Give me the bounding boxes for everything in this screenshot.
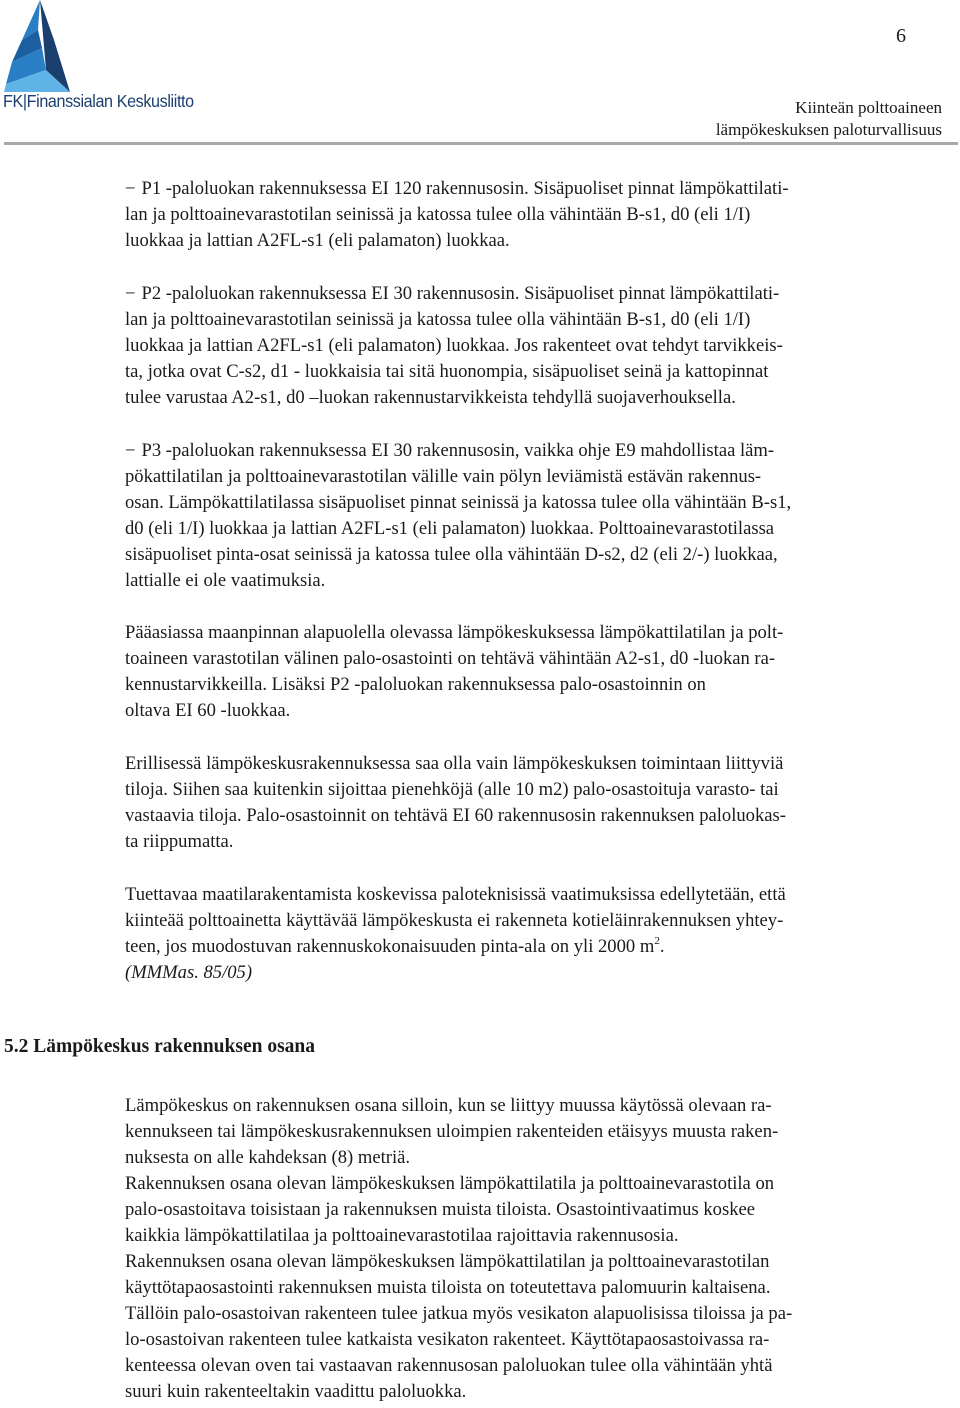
paragraph-line: ta riippumatta.: [125, 831, 234, 852]
paragraph-line: tulee varustaa A2-s1, d0 –luokan rakennustarvikkeista tehdyllä suojaverhouksella.: [125, 387, 736, 408]
paragraph-line: Rakennuksen osana olevan lämpökeskuksen lämpökattilatila ja polttoainevarastotila on: [125, 1173, 775, 1194]
paragraph-line: lo-osastoivan rakenteen tulee katkaista vesikaton rakenteet. Käyttötapaosastoivassa ra-: [125, 1329, 770, 1350]
paragraph-line: lattialle ei ole vaatimuksia.: [125, 570, 326, 591]
page-number: 6: [896, 25, 906, 47]
separate-building-paragraph: [125, 751, 935, 855]
bullet-text: P1 -paloluokan rakennuksessa EI 120 rakennusosin. Sisäpuoliset pinnat lämpökattilati-: [141, 178, 789, 199]
header-title-line: Kiinteän polttoaineen: [795, 98, 942, 117]
fk-logo: [0, 0, 194, 118]
bullet-p2-paragraph: [125, 281, 935, 411]
paragraph-line: Pääasiassa maanpinnan alapuolella olevassa lämpökeskuksessa lämpökattilatilan ja polt-: [125, 622, 784, 643]
farm-last-text: teen, jos muodostuvan rakennuskokonaisuuden pinta-ala on yli 2000 m: [125, 936, 655, 957]
paragraph-line: Rakennuksen osana olevan lämpökeskuksen lämpökattilatilan ja polttoainevarastotilan: [125, 1251, 770, 1272]
paragraph-line: kennustarvikkeilla. Lisäksi P2 -paloluokan rakennuksessa palo-osastoinnin on: [125, 674, 706, 695]
header-title-line: lämpökeskuksen paloturvallisuus: [715, 120, 942, 139]
paragraph-line: lan ja polttoainevarastotilan seinissä ja katossa tulee olla vähintään B-s1, d0 (eli 1/I): [125, 204, 751, 225]
paragraph-line: kaikkia lämpökattilatilaa ja polttoainevarastotilaa rajoittavia rakennusosia.: [125, 1225, 679, 1246]
paragraph-line: [125, 176, 935, 202]
paragraph-line: toaineen varastotilan välinen palo-osastointi on tehtävä vähintään A2-s1, d0 -luokan ra-: [125, 648, 776, 669]
document-header-title: [716, 97, 942, 141]
paragraph-line: pökattilatilan ja polttoainevarastotilan välille vain pölyn leviämistä estävän rakennus-: [125, 466, 762, 487]
section-heading: 5.2 Lämpökeskus rakennuksen osana: [4, 1036, 316, 1057]
underground-paragraph: [125, 620, 935, 724]
paragraph-line: nuksesta on alle kahdeksan (8) metriä.: [125, 1147, 411, 1168]
section-paragraph: [125, 1093, 935, 1405]
paragraph-line: kiinteää polttoainetta käyttävää lämpökeskusta ei rakenneta kotieläinrakennuksen yhtey-: [125, 910, 784, 931]
paragraph-line: vastaavia tiloja. Palo-osastoinnit on tehtävä EI 60 rakennusosin rakennuksen paloluokas-: [125, 805, 786, 826]
bullet-p3-paragraph: [125, 438, 935, 594]
paragraph-line: luokkaa ja lattian A2FL-s1 (eli palamaton) luokkaa.: [125, 230, 510, 251]
paragraph-line: oltava EI 60 -luokkaa.: [125, 700, 291, 721]
paragraph-line: luokkaa ja lattian A2FL-s1 (eli palamaton) luokkaa. Jos rakenteet ovat tehdyt tarvikkeis-: [125, 335, 783, 356]
paragraph-line: kenteessa olevan oven tai vastaavan rakennusosan paloluokan tulee olla vähintään yhtä: [125, 1355, 773, 1376]
paragraph-line: [125, 281, 935, 307]
farm-paragraph: [125, 882, 935, 986]
paragraph-line: palo-osastoitava toisistaan ja rakennuksen muista tiloista. Osastointivaatimus koskee: [125, 1199, 755, 1220]
paragraph-line: suuri kuin rakenteeltakin vaadittu paloluokka.: [125, 1381, 467, 1402]
bullet-dash: −: [125, 178, 136, 199]
fk-logo-mark-icon: [2, 0, 72, 92]
superscript: 2: [654, 935, 660, 947]
bullet-dash: −: [125, 440, 136, 461]
paragraph-line: kennukseen tai lämpökeskusrakennuksen uloimpien rakenteiden etäisyys muusta raken-: [125, 1121, 779, 1142]
paragraph-line: Tuettavaa maatilarakentamista koskevissa paloteknisissä vaatimuksissa edellytetään, että: [125, 884, 786, 905]
paragraph-line: käyttötapaosastointi rakennuksen muista tiloista on toteutettava palomuurin kaltaisena.: [125, 1277, 771, 1298]
paragraph-line: [125, 934, 935, 960]
farm-end: .: [659, 936, 665, 957]
paragraph-line: Lämpökeskus on rakennuksen osana silloin, kun se liittyy muussa käytössä olevaan ra-: [125, 1095, 772, 1116]
paragraph-line: ta, jotka ovat C-s2, d1 - luokkaisia tai sitä huonompia, sisäpuoliset seinä ja kattopinnat: [125, 361, 769, 382]
paragraph-line: Tällöin palo-osastoivan rakenteen tulee jatkua myös vesikaton alapuolisissa tiloissa ja pa-: [125, 1303, 793, 1324]
bullet-p1-paragraph: [125, 176, 935, 254]
paragraph-line: Erillisessä lämpökeskusrakennuksessa saa olla vain lämpökeskuksen toimintaan liittyviä: [125, 753, 784, 774]
bullet-dash: −: [125, 283, 136, 304]
bullet-text: P3 -paloluokan rakennuksessa EI 30 rakennusosin, vaikka ohje E9 mahdollistaa läm-: [141, 440, 775, 461]
paragraph-line: d0 (eli 1/I) luokkaa ja lattian A2FL-s1 (eli palamaton) luokkaa. Polttoainevarastotilassa: [125, 518, 775, 539]
paragraph-line: tiloja. Siihen saa kuitenkin sijoittaa pienehköjä (alle 10 m2) palo-osastoituja varasto- tai: [125, 779, 779, 800]
reference-citation: (MMMas. 85/05): [125, 962, 253, 983]
paragraph-line: sisäpuoliset pinta-osat seinissä ja katossa tulee olla vähintään D-s2, d2 (eli 2/-) luokkaa,: [125, 544, 778, 565]
paragraph-line: lan ja polttoainevarastotilan seinissä ja katossa tulee olla vähintään B-s1, d0 (eli 1/I): [125, 309, 751, 330]
paragraph-line: [125, 438, 935, 464]
header-divider: [4, 142, 958, 145]
bullet-text: P2 -paloluokan rakennuksessa EI 30 rakennusosin. Sisäpuoliset pinnat lämpökattilati-: [141, 283, 780, 304]
paragraph-line: osan. Lämpökattilatilassa sisäpuoliset pinnat seinissä ja katossa tulee olla vähintään B-s1,: [125, 492, 792, 513]
logo-text: FK|Finanssialan Keskusliitto: [3, 91, 194, 111]
